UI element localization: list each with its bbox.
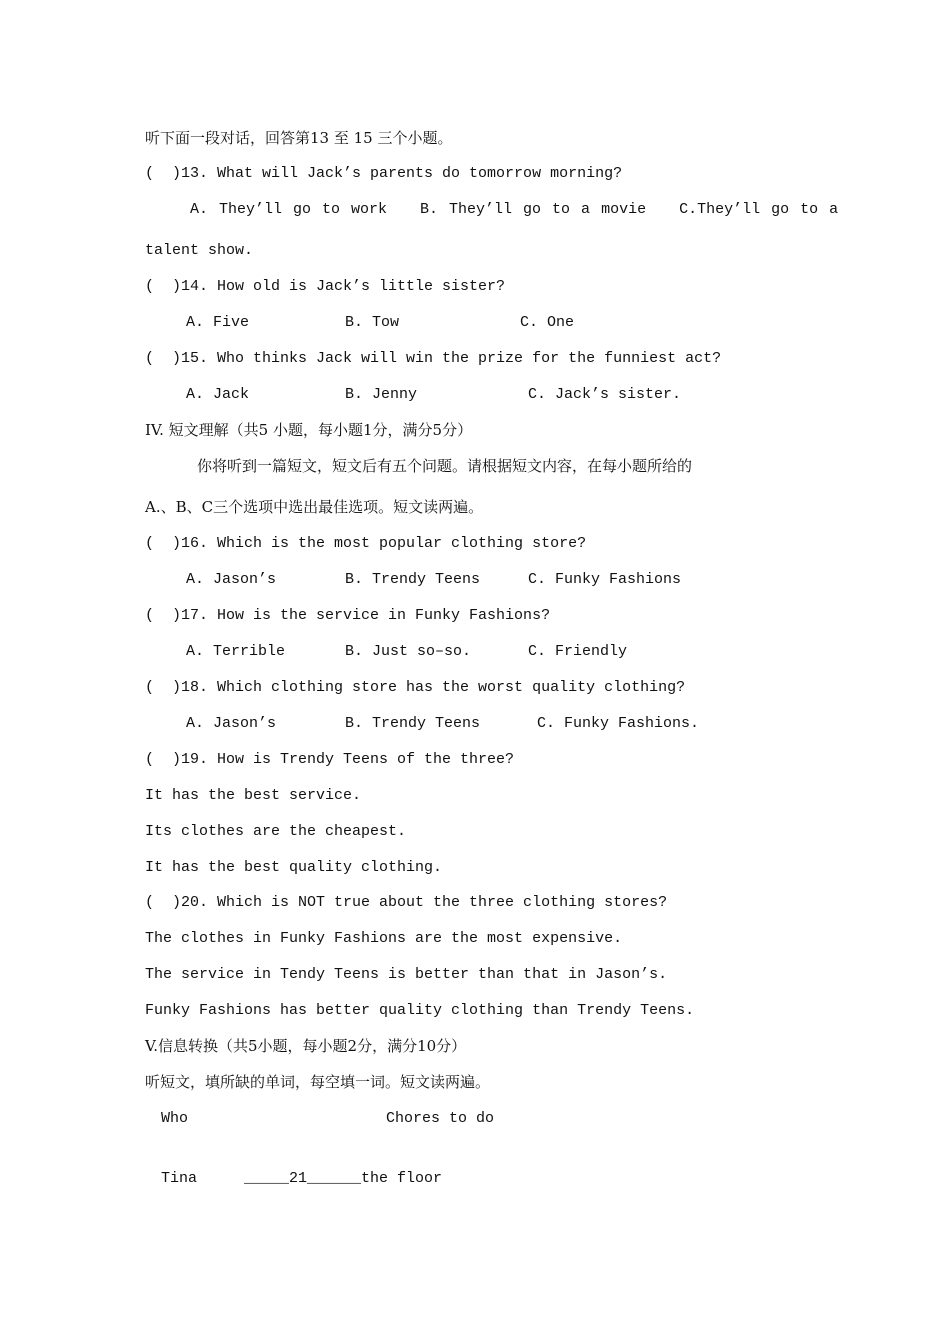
q18-option-c: C. Funky Fashions. <box>537 715 700 732</box>
q19-option-3: It has the best quality clothing. <box>145 859 443 876</box>
section5-instruction: 听短文，填所缺的单词，每空填一词。短文读两遍。 <box>145 1073 491 1091</box>
q18-option-a: A. Jason’s <box>186 715 277 732</box>
table-header-who: Who <box>161 1110 189 1127</box>
q16-stem: ( )16. Which is the most popular clothing store? <box>145 535 587 552</box>
q17-option-a: A. Terrible <box>186 643 286 660</box>
q20-option-1: The clothes in Funky Fashions are the most expensive. <box>145 930 623 947</box>
table-header-chores: Chores to do <box>386 1110 495 1127</box>
q13-options-continued: talent show. <box>145 242 254 259</box>
q15-stem: ( )15. Who thinks Jack will win the prize for the funniest act? <box>145 350 722 367</box>
q16-option-a: A. Jason’s <box>186 571 277 588</box>
q14-option-b: B. Tow <box>345 314 400 331</box>
q13-options: A. They’ll go to work B. They’ll go to a movie C.They’ll go to a <box>190 201 839 218</box>
q20-stem: ( )20. Which is NOT true about the three clothing stores? <box>145 894 668 911</box>
q16-option-b: B. Trendy Teens <box>345 571 481 588</box>
section5-heading: V.信息转换（共5小题，每小题2分，满分10分） <box>145 1037 467 1055</box>
q16-option-c: C. Funky Fashions <box>528 571 682 588</box>
q20-option-2: The service in Tendy Teens is better than that in Jason’s. <box>145 966 668 983</box>
section4-instruction-2: A.、B、C三个选项中选出最佳选项。短文读两遍。 <box>145 498 484 516</box>
q15-option-c: C. Jack’s sister. <box>528 386 682 403</box>
q15-option-b: B. Jenny <box>345 386 418 403</box>
q14-stem: ( )14. How old is Jack’s little sister? <box>145 278 506 295</box>
q14-option-a: A. Five <box>186 314 250 331</box>
q17-stem: ( )17. How is the service in Funky Fashions? <box>145 607 551 624</box>
table-row-chore-blank: _____21______the floor <box>244 1170 443 1187</box>
q19-option-1: It has the best service. <box>145 787 362 804</box>
q13-stem: ( )13. What will Jack’s parents do tomorrow morning? <box>145 165 623 182</box>
q18-option-b: B. Trendy Teens <box>345 715 481 732</box>
q19-stem: ( )19. How is Trendy Teens of the three? <box>145 751 515 768</box>
q15-option-a: A. Jack <box>186 386 250 403</box>
q17-option-b: B. Just so–so. <box>345 643 472 660</box>
section4-heading: IV. 短文理解（共5 小题，每小题1分，满分5分） <box>145 421 473 439</box>
table-row-who: Tina <box>161 1170 198 1187</box>
q18-stem: ( )18. Which clothing store has the worst quality clothing? <box>145 679 686 696</box>
q17-option-c: C. Friendly <box>528 643 628 660</box>
section3-intro: 听下面一段对话，回答第13 至 15 三个小题。 <box>145 129 453 147</box>
q19-option-2: Its clothes are the cheapest. <box>145 823 407 840</box>
q14-option-c: C. One <box>520 314 575 331</box>
q20-option-3: Funky Fashions has better quality clothing than Trendy Teens. <box>145 1002 695 1019</box>
section4-instruction-1: 你将听到一篇短文，短文后有五个问题。请根据短文内容，在每小题所给的 <box>197 457 693 475</box>
